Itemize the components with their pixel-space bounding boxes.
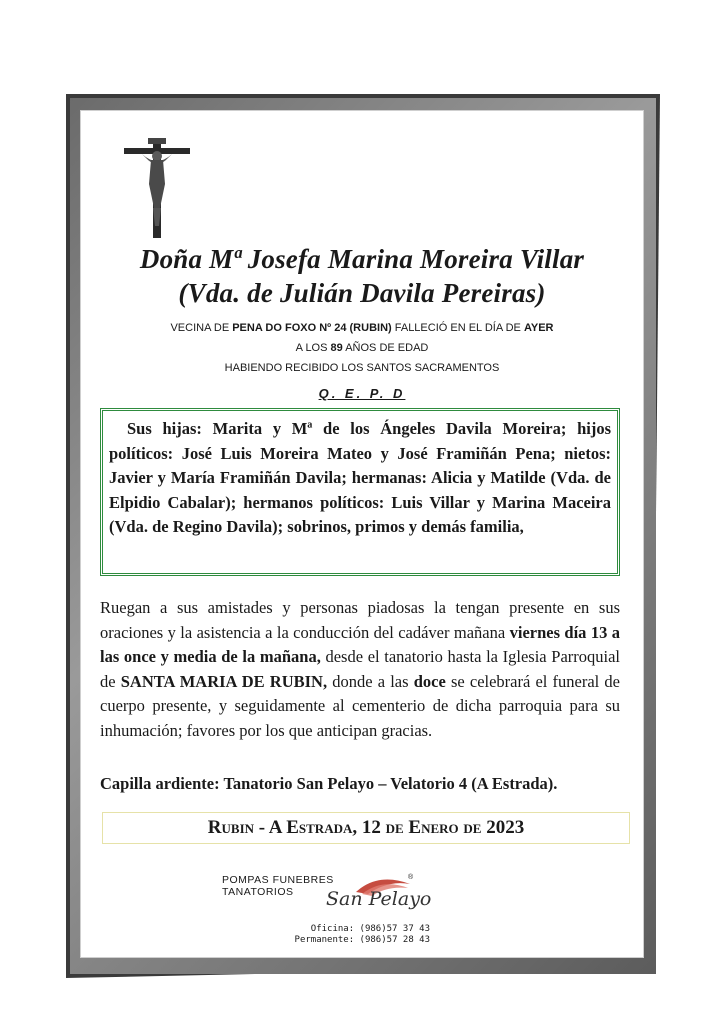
deceased-widow-of: (Vda. de Julián Davila Pereiras) <box>178 278 546 308</box>
registered-mark: ® <box>408 874 414 881</box>
crucifix-icon <box>122 138 192 240</box>
company-type: POMPAS FUNEBRES TANATORIOS <box>222 874 334 898</box>
place-date: Rubin - A Estrada, 12 de Enero de 2023 <box>207 817 525 838</box>
qepd-label: Q. E. P. D <box>318 386 406 401</box>
info-line-sacraments: HABIENDO RECIBIDO LOS SANTOS SACRAMENTOS <box>224 362 500 374</box>
funeral-details: Ruegan a sus amistades y personas piadosas la tengan presente en sus oraciones y la asistencia a la conducción del cadáver mañana viernes día 13 a las once y media de la mañana, desde el tanatorio hasta la Iglesia Parroquial de SANTA MARIA DE RUBIN, donde a las doce se celebrará el funeral de cuerpo presente, y seguidamente al cementerio de dicha parroquia para su inhumación; favores por los que anticipan gracias. <box>100 598 620 740</box>
obituary-card <box>80 110 644 958</box>
permanent-phone: Permanente: (986)57 28 43 <box>294 935 430 945</box>
office-phone: Oficina: (986)57 37 43 <box>310 924 430 934</box>
logo-name: San Pelayo <box>326 888 432 910</box>
family-text: Sus hijas: Marita y Mª de los Ángeles Davila Moreira; hijos políticos: José Luis Moreira Mateo y José Framiñán Pena; nietos: Javier y María Framiñán Davila; hermanas: Alicia y Matilde (Vda. de Elpidio Cabalar); hermanos políticos: Luis Villar y Marina Maceira (Vda. de Regino Davila); sobrinos, primos y demás familia, <box>109 419 611 536</box>
phone-numbers <box>284 924 430 946</box>
info-line-residence: VECINA DE PENA DO FOXO Nº 24 (RUBIN) FALLECIÓ EN EL DÍA DE AYER <box>170 322 554 334</box>
info-line-age: A LOS 89 AÑOS DE EDAD <box>295 342 429 354</box>
family-box <box>100 408 620 576</box>
date-box <box>102 812 630 844</box>
chapel-info: Capilla ardiente: Tanatorio San Pelayo – Velatorio 4 (A Estrada). <box>100 774 558 793</box>
deceased-name: Doña Mª Josefa Marina Moreira Villar <box>139 244 585 274</box>
